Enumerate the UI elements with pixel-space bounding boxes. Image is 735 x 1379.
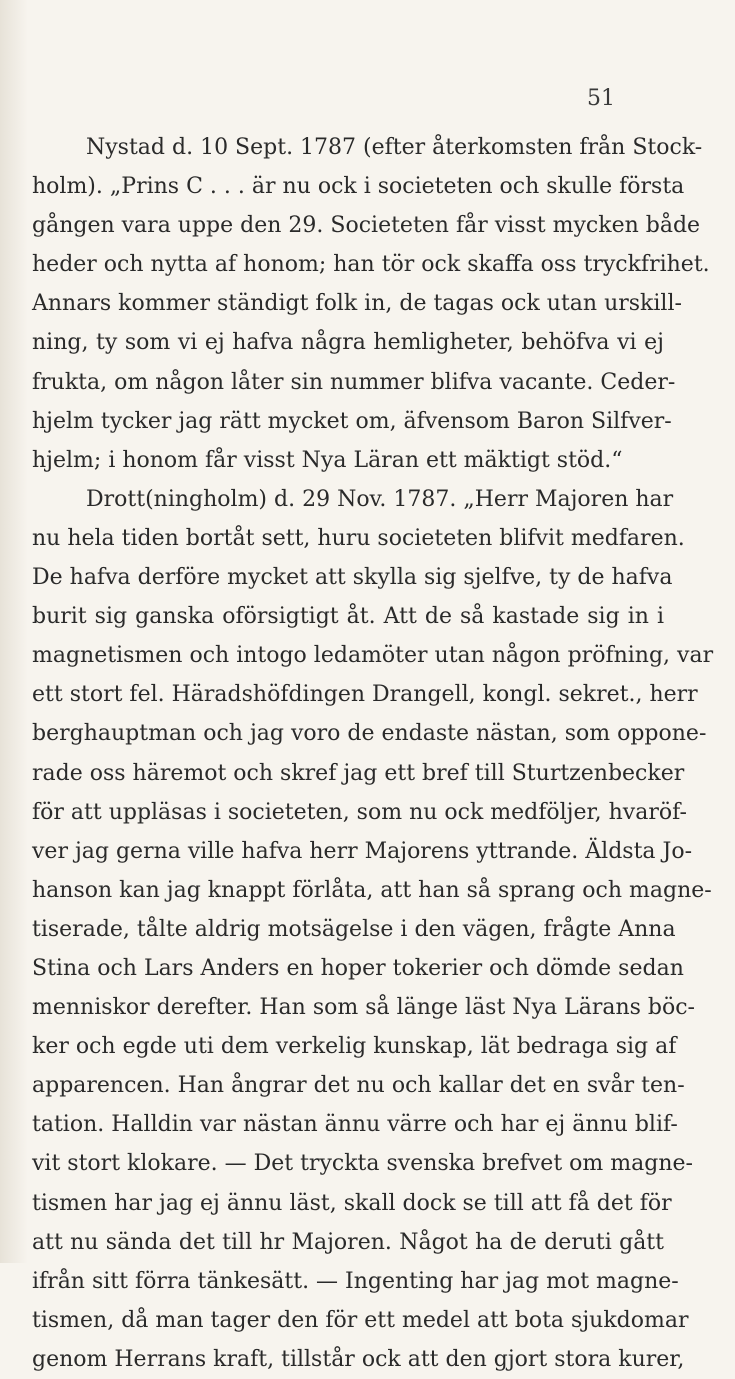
text-line: vit stort klokare. — Det tryckta svenska brefvet om magne- xyxy=(32,1151,693,1177)
text-line: rade oss häremot och skref jag ett bref till Sturtzenbecker xyxy=(32,760,685,786)
text-line: tiserade, tålte aldrig motsägelse i den vägen, frågte Anna xyxy=(32,916,676,942)
text-line: hanson kan jag knappt förlåta, att han så sprang och magne- xyxy=(32,877,712,903)
text-line: Drott(ningholm) d. 29 Nov. 1787. „Herr Majoren har xyxy=(86,486,674,512)
text-line: menniskor derefter. Han som så länge läst Nya Lärans böc- xyxy=(32,995,695,1021)
body-text xyxy=(32,128,714,1379)
text-line: frukta, om någon låter sin nummer blifva vacante. Ceder- xyxy=(32,369,676,395)
text-line: heder och nytta af honom; han tör ock skaffa oss tryckfrihet. xyxy=(32,252,710,278)
page-number: 51 xyxy=(587,86,615,111)
text-line: Stina och Lars Anders en hoper tokerier och dömde sedan xyxy=(32,955,684,981)
text-line: Nystad d. 10 Sept. 1787 (efter återkomsten från Stock- xyxy=(86,135,703,160)
text-line: tismen, då man tager den för ett medel att bota sjukdomar xyxy=(32,1307,689,1333)
text-line: magnetismen och intogo ledamöter utan någon pröfning, var xyxy=(32,643,714,669)
text-line: burit sig ganska oförsigtigt åt. Att de så kastade sig in i xyxy=(32,604,664,630)
text-line: hjelm tycker jag rätt mycket om, äfvensom Baron Silfver- xyxy=(32,408,672,434)
text-line: ifrån sitt förra tänkesätt. — Ingenting har jag mot magne- xyxy=(32,1268,679,1294)
text-line: tation. Halldin var nästan ännu värre och har ej ännu blif- xyxy=(32,1112,678,1138)
text-line: apparencen. Han ångrar det nu och kallar det en svår ten- xyxy=(32,1073,685,1099)
text-line: tismen har jag ej ännu läst, skall dock se till att få det för xyxy=(32,1190,672,1216)
text-line: berghauptman och jag voro de endaste nästan, som oppone- xyxy=(32,721,707,747)
text-line: holm). „Prins C . . . är nu ock i societeten och skulle första xyxy=(32,174,685,200)
text-line: Annars kommer ständigt folk in, de tagas ock utan urskill- xyxy=(32,291,682,317)
text-line: för att uppläsas i societeten, som nu ock medföljer, hvaröf- xyxy=(32,799,687,825)
text-line: hjelm; i honom får visst Nya Läran ett mäktigt stöd.“ xyxy=(32,447,623,473)
text-line: ett stort fel. Häradshöfdingen Drangell, kongl. sekret., herr xyxy=(32,682,698,708)
text-line: nu hela tiden bortåt sett, huru societeten blifvit medfaren. xyxy=(32,525,685,551)
text-line: genom Herrans kraft, tillstår ock att den gjort stora kurer, xyxy=(32,1346,685,1372)
text-line: ver jag gerna ville hafva herr Majorens yttrande. Äldsta Jo- xyxy=(32,838,693,864)
page-edge-shadow xyxy=(0,0,28,1263)
text-line: ker och egde uti dem verkelig kunskap, lät bedraga sig af xyxy=(32,1034,677,1060)
text-line: ning, ty som vi ej hafva några hemligheter, behöfva vi ej xyxy=(32,330,664,356)
text-line: De hafva derföre mycket att skylla sig sjelfve, ty de hafva xyxy=(32,565,673,591)
text-line: gången vara uppe den 29. Societeten får visst mycken både xyxy=(32,213,701,239)
text-line: att nu sända det till hr Majoren. Något ha de deruti gått xyxy=(32,1229,664,1255)
